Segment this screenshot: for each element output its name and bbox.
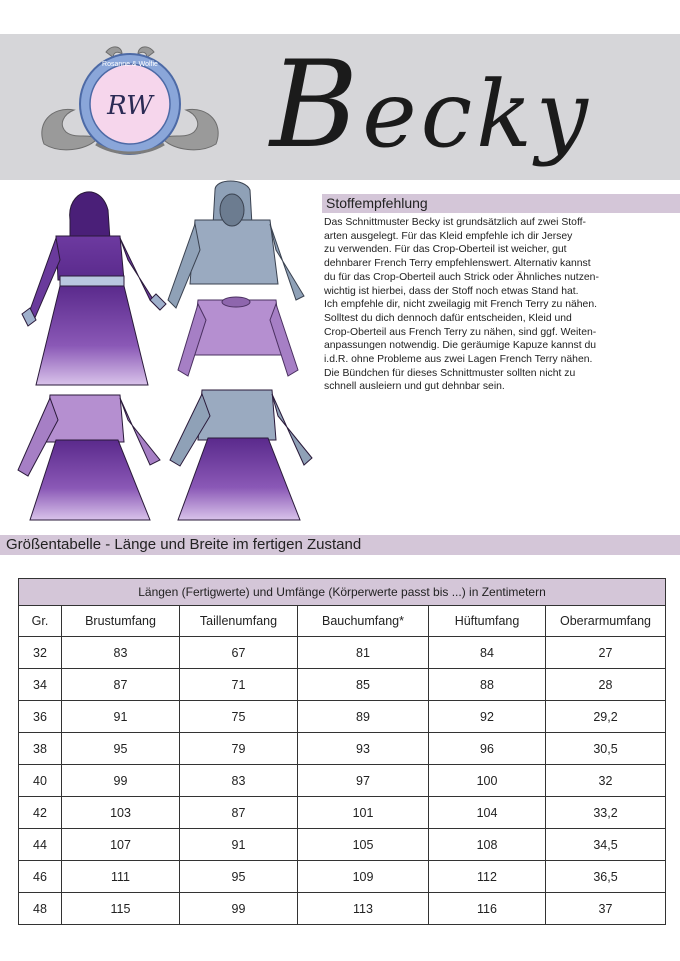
purple-crop-top-drawing [178,297,298,376]
grey-crop-dress-drawing [170,390,312,520]
table-cell: 100 [429,765,546,797]
size-table [18,578,666,925]
fabric-line: Crop-Oberteil aus French Terry zu nähen, sind ggf. Weiten- [324,326,597,338]
table-cell: 99 [62,765,180,797]
table-cell: 79 [180,733,298,765]
table-cell: 67 [180,637,298,669]
table-cell: 101 [298,797,429,829]
fabric-line: Die Bündchen für dieses Schnittmuster sollten nicht zu [324,367,576,379]
table-cell: 107 [62,829,180,861]
table-cell: 89 [298,701,429,733]
table-cell: 48 [19,893,62,925]
fabric-line: zu verwenden. Für das Crop-Oberteil ist weicher, gut [324,244,567,256]
fabric-line: schnell ausleiern und gut dehnbar sein. [324,381,505,393]
table-cell: 36 [19,701,62,733]
table-cell: 99 [180,893,298,925]
table-cell: 30,5 [546,733,666,765]
fabric-heading: Stoffempfehlung [322,194,680,213]
table-cell: 32 [546,765,666,797]
grey-hoodie-crop-drawing [168,181,304,308]
fabric-line: Das Schnittmuster Becky ist grundsätzlich auf zwei Stoff- [324,217,586,228]
table-cell: 105 [298,829,429,861]
purple-crop-dress-drawing [18,395,160,520]
brand-logo [36,44,224,164]
table-cell: 83 [180,765,298,797]
size-table-caption: Längen (Fertigwerte) und Umfänge (Körperwerte passt bis ...) in Zentimetern [19,579,666,606]
table-cell: 37 [546,893,666,925]
fabric-line: arten ausgelegt. Für das Kleid empfehle ich dir Jersey [324,230,573,242]
table-cell: 87 [180,797,298,829]
table-cell: 84 [429,637,546,669]
table-cell: 91 [180,829,298,861]
table-cell: 88 [429,669,546,701]
table-cell: 108 [429,829,546,861]
table-cell: 97 [298,765,429,797]
table-cell: 96 [429,733,546,765]
hooded-dress-drawing [22,192,166,385]
table-cell: 33,2 [546,797,666,829]
table-cell: 28 [546,669,666,701]
table-cell: 116 [429,893,546,925]
table-cell: 95 [62,733,180,765]
logo-ring-text: Rosanne & Wolfie [102,61,158,68]
table-row [19,893,666,925]
table-cell: 34,5 [546,829,666,861]
table-row [19,829,666,861]
table-cell: 27 [546,637,666,669]
table-row [19,637,666,669]
fabric-line: wichtig ist hierbei, dass der Stoff noch etwas Stand hat. [324,285,579,297]
table-row [19,765,666,797]
table-cell: 111 [62,861,180,893]
fabric-line: Ich empfehle dir, nicht zweilagig mit French Terry zu nähen. [324,299,597,311]
table-cell: 81 [298,637,429,669]
table-row [19,797,666,829]
table-cell: 115 [62,893,180,925]
fabric-line: dehnbarer French Terry empfehlenswert. Alternativ kannst [324,258,591,270]
table-cell: 104 [429,797,546,829]
table-cell: 42 [19,797,62,829]
garment-illustrations [0,180,322,530]
table-cell: 44 [19,829,62,861]
table-cell: 113 [298,893,429,925]
table-cell: 103 [62,797,180,829]
table-cell: 92 [429,701,546,733]
column-header: Bauchumfang* [298,606,429,637]
table-row [19,701,666,733]
table-cell: 38 [19,733,62,765]
table-cell: 36,5 [546,861,666,893]
size-table-heading: Größentabelle - Länge und Breite im fertigen Zustand [0,535,680,555]
table-cell: 29,2 [546,701,666,733]
pattern-title: Becky [270,36,592,175]
fabric-line: du für das Crop-Oberteil auch Strick oder Ähnliches nutzen- [324,271,599,283]
column-header: Gr. [19,606,62,637]
fabric-text [324,216,674,394]
table-cell: 91 [62,701,180,733]
column-header: Hüftumfang [429,606,546,637]
table-cell: 93 [298,733,429,765]
fabric-line: i.d.R. ohne Probleme aus zwei Lagen French Terry nähen. [324,354,593,366]
table-row [19,861,666,893]
table-cell: 109 [298,861,429,893]
fabric-line: Solltest du dich dennoch dafür entscheiden, Kleid und [324,312,572,324]
table-cell: 95 [180,861,298,893]
table-cell: 32 [19,637,62,669]
table-cell: 71 [180,669,298,701]
table-cell: 83 [62,637,180,669]
logo-monogram: RW [107,91,153,121]
table-cell: 87 [62,669,180,701]
column-header: Taillenumfang [180,606,298,637]
column-header: Oberarmumfang [546,606,666,637]
table-cell: 46 [19,861,62,893]
column-header: Brustumfang [62,606,180,637]
table-cell: 112 [429,861,546,893]
table-cell: 34 [19,669,62,701]
table-row [19,733,666,765]
fabric-line: anpassungen notwendig. Die geräumige Kapuze kannst du [324,340,597,352]
table-cell: 75 [180,701,298,733]
table-cell: 40 [19,765,62,797]
table-row [19,669,666,701]
table-cell: 85 [298,669,429,701]
